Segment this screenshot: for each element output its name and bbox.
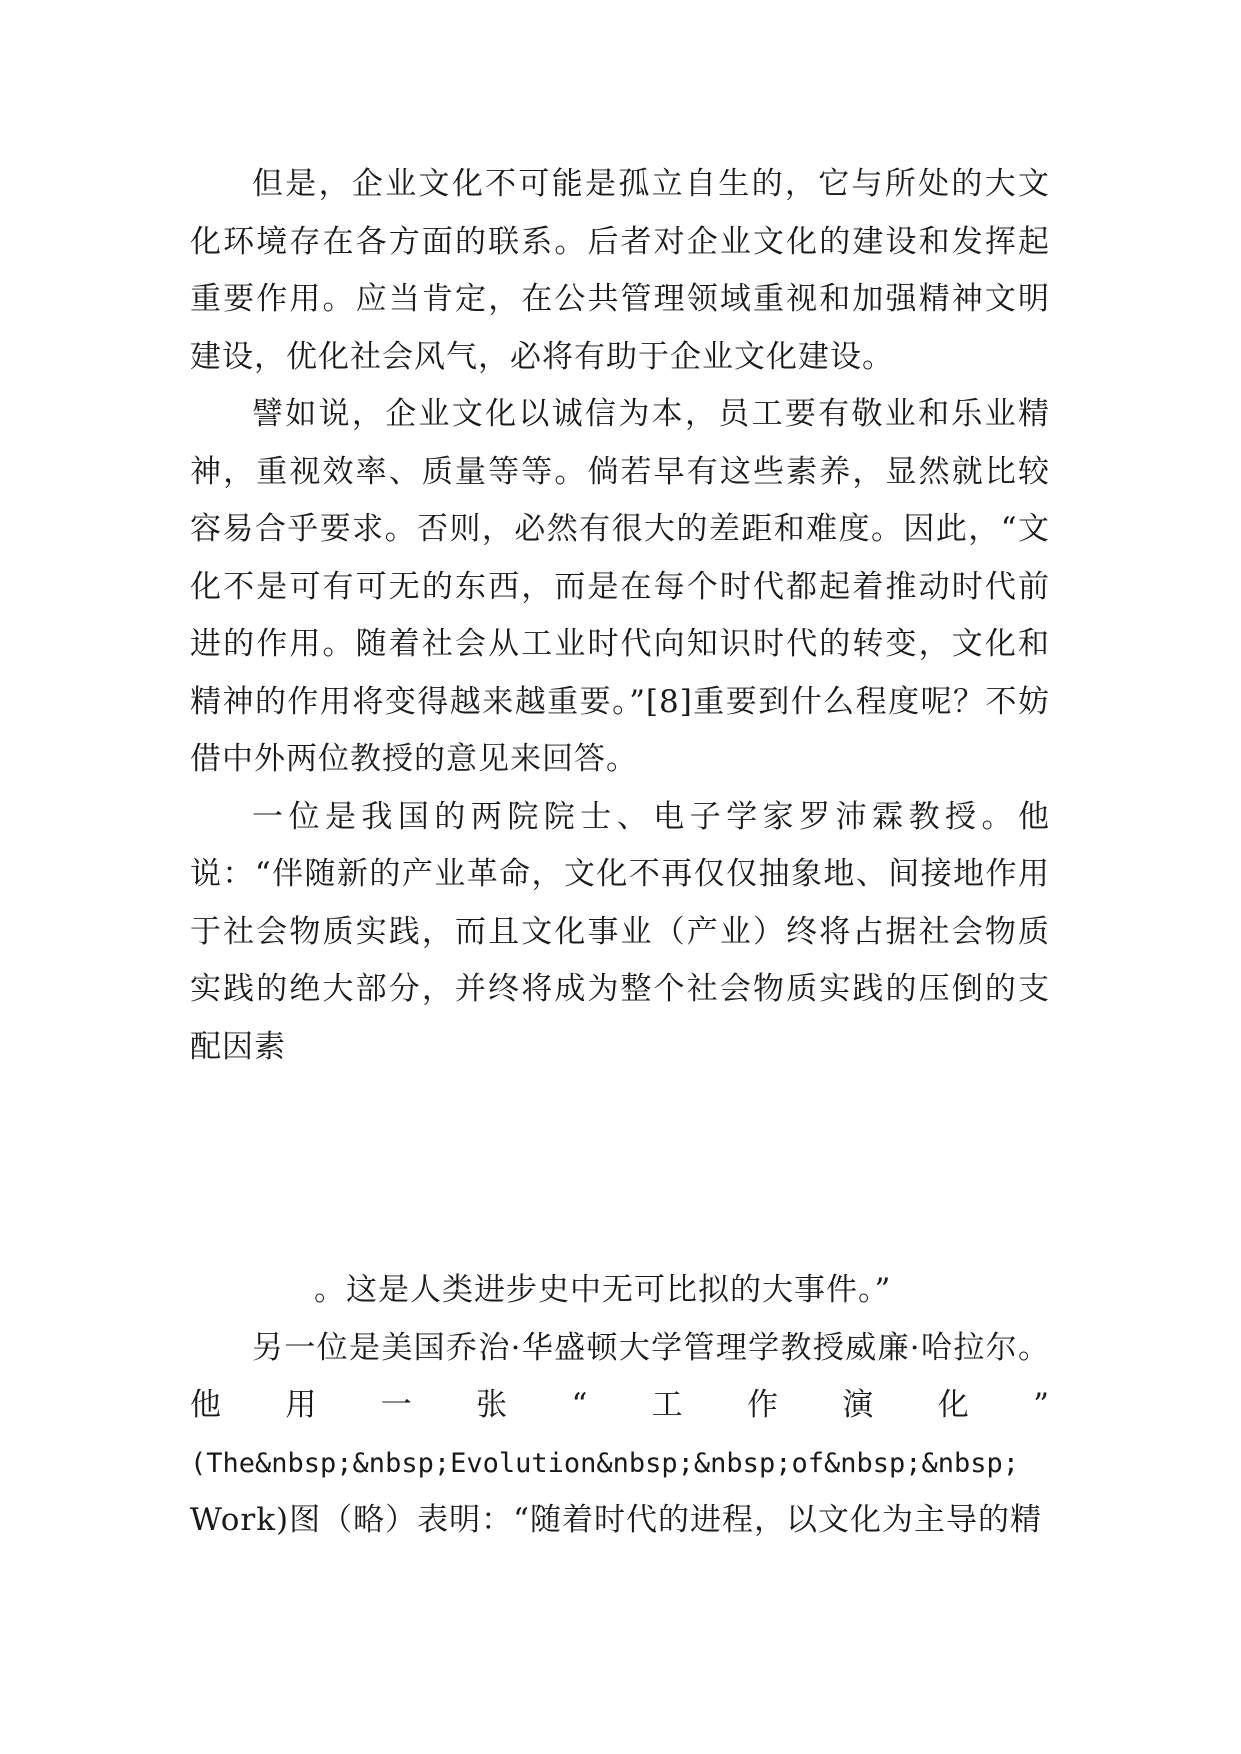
paragraph-enterprise-culture-environment: 但是，企业文化不可能是孤立自生的，它与所处的大文化环境存在各方面的联系。后者对企业文化的建设和发挥起重要作用。应当肯定，在公共管理领域重视和加强精神文明建设，优化社会风气，必将有助于企业文化建设。 — [190, 166, 1050, 375]
paragraph-harrar-english-title: (The&nbsp;&nbsp;Evolution&nbsp;&nbsp;of&nbsp;&nbsp; — [190, 1447, 1020, 1479]
body-text-bottom — [190, 1262, 1050, 1550]
paragraph-harrar-conclusion: Work)图（略）表明：“随着时代的进程，以文化为主导的精 — [190, 1502, 1042, 1538]
paragraph-luo-peilin-quote: 一位是我国的两院院士、电子学家罗沛霖教授。他说：“伴随新的产业革命，文化不再仅仅抽象地、间接地作用于社会物质实践，而且文化事业（产业）终将占据社会物质实践的绝大部分，并终将成为整个社会物质实践的压倒的支配因素 — [190, 798, 1050, 1065]
body-text-top — [190, 156, 1050, 1076]
paragraph-harrar-intro: 另一位是美国乔治·华盛顿大学管理学教授威廉·哈拉尔。他用一张“工作演化” — [190, 1329, 1050, 1423]
paragraph-quote-continuation: 。这是人类进步史中无可比拟的大事件。” — [314, 1272, 892, 1308]
paragraph-integrity-example: 譬如说，企业文化以诚信为本，员工要有敬业和乐业精神，重视效率、质量等等。倘若早有这些素养，显然就比较容易合乎要求。否则，必然有很大的差距和难度。因此，“文化不是可有可无的东西，而是在每个时代都起着推动时代前进的作用。随着社会从工业时代向知识时代的转变，文化和精神的作用将变得越来越重要。”[8]重要到什么程度呢？不妨借中外两位教授的意见来回答。 — [190, 396, 1050, 777]
